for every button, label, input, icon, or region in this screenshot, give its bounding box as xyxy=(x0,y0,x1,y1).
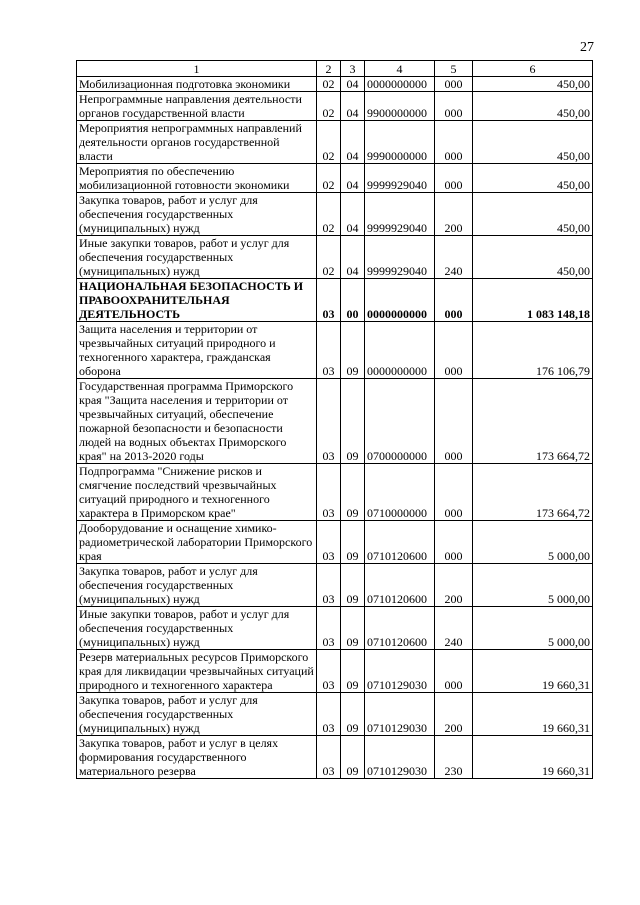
table-row xyxy=(77,650,593,693)
row-section-code: 02 xyxy=(317,92,341,121)
row-name: Защита населения и территории от чрезвычайных ситуаций природного и техногенного характера, гражданская оборона xyxy=(77,322,317,379)
row-target-article: 0710129030 xyxy=(365,693,435,736)
row-target-article: 9900000000 xyxy=(365,92,435,121)
row-name: Мероприятия по обеспечению мобилизационной готовности экономики xyxy=(77,164,317,193)
row-name: Дооборудование и оснащение химико-радиометрической лаборатории Приморского края xyxy=(77,521,317,564)
row-subsection-code: 09 xyxy=(341,736,365,779)
row-section-code: 03 xyxy=(317,464,341,521)
row-section-code: 03 xyxy=(317,521,341,564)
row-subsection-code: 04 xyxy=(341,92,365,121)
row-name: Закупка товаров, работ и услуг в целях формирования государственного материального резерва xyxy=(77,736,317,779)
column-header: 1 xyxy=(77,61,317,77)
row-target-article: 0710120600 xyxy=(365,564,435,607)
row-amount: 450,00 xyxy=(473,92,593,121)
row-name: Мобилизационная подготовка экономики xyxy=(77,77,317,92)
row-expense-type: 240 xyxy=(435,236,473,279)
row-section-code: 02 xyxy=(317,236,341,279)
row-name: Подпрограмма "Снижение рисков и смягчение последствий чрезвычайных ситуаций природного и техногенного характера в Приморском крае" xyxy=(77,464,317,521)
row-expense-type: 000 xyxy=(435,521,473,564)
table-row xyxy=(77,77,593,92)
row-amount: 450,00 xyxy=(473,236,593,279)
table-row xyxy=(77,322,593,379)
table-row xyxy=(77,279,593,322)
row-expense-type: 200 xyxy=(435,693,473,736)
row-subsection-code: 09 xyxy=(341,693,365,736)
row-subsection-code: 04 xyxy=(341,77,365,92)
row-subsection-code: 04 xyxy=(341,164,365,193)
row-section-code: 02 xyxy=(317,164,341,193)
row-name: Закупка товаров, работ и услуг для обеспечения государственных (муниципальных) нужд xyxy=(77,693,317,736)
row-subsection-code: 09 xyxy=(341,650,365,693)
row-expense-type: 000 xyxy=(435,92,473,121)
row-section-code: 03 xyxy=(317,607,341,650)
row-amount: 5 000,00 xyxy=(473,564,593,607)
row-amount: 19 660,31 xyxy=(473,693,593,736)
row-expense-type: 000 xyxy=(435,322,473,379)
table-row xyxy=(77,736,593,779)
table-row xyxy=(77,607,593,650)
row-amount: 19 660,31 xyxy=(473,736,593,779)
column-header: 6 xyxy=(473,61,593,77)
row-section-code: 03 xyxy=(317,279,341,322)
row-section-code: 02 xyxy=(317,77,341,92)
row-name: Мероприятия непрограммных направлений деятельности органов государственной власти xyxy=(77,121,317,164)
table-body xyxy=(77,61,593,779)
table-row xyxy=(77,236,593,279)
row-name: Иные закупки товаров, работ и услуг для обеспечения государственных (муниципальных) нужд xyxy=(77,607,317,650)
row-expense-type: 000 xyxy=(435,279,473,322)
row-amount: 1 083 148,18 xyxy=(473,279,593,322)
row-section-code: 03 xyxy=(317,379,341,464)
row-expense-type: 200 xyxy=(435,564,473,607)
table-row xyxy=(77,379,593,464)
row-target-article: 0710120600 xyxy=(365,521,435,564)
column-header: 3 xyxy=(341,61,365,77)
column-header: 5 xyxy=(435,61,473,77)
row-target-article: 9990000000 xyxy=(365,121,435,164)
row-expense-type: 000 xyxy=(435,464,473,521)
row-subsection-code: 00 xyxy=(341,279,365,322)
row-amount: 176 106,79 xyxy=(473,322,593,379)
row-amount: 173 664,72 xyxy=(473,379,593,464)
row-subsection-code: 09 xyxy=(341,521,365,564)
column-header: 4 xyxy=(365,61,435,77)
row-amount: 450,00 xyxy=(473,121,593,164)
row-subsection-code: 09 xyxy=(341,379,365,464)
row-amount: 5 000,00 xyxy=(473,607,593,650)
row-target-article: 9999929040 xyxy=(365,164,435,193)
row-target-article: 0000000000 xyxy=(365,77,435,92)
row-subsection-code: 09 xyxy=(341,464,365,521)
row-amount: 5 000,00 xyxy=(473,521,593,564)
row-target-article: 0700000000 xyxy=(365,379,435,464)
table-row xyxy=(77,92,593,121)
row-target-article: 0710129030 xyxy=(365,650,435,693)
row-subsection-code: 04 xyxy=(341,121,365,164)
row-name: Государственная программа Приморского края "Защита населения и территории от чрезвычайных ситуаций, обеспечение пожарной безопасности и безопасности людей на водных объектах Приморского края" на 2013-2020 годы xyxy=(77,379,317,464)
table-row xyxy=(77,164,593,193)
row-expense-type: 000 xyxy=(435,379,473,464)
row-name: Закупка товаров, работ и услуг для обеспечения государственных (муниципальных) нужд xyxy=(77,564,317,607)
column-header: 2 xyxy=(317,61,341,77)
row-expense-type: 000 xyxy=(435,164,473,193)
row-name: Иные закупки товаров, работ и услуг для обеспечения государственных (муниципальных) нужд xyxy=(77,236,317,279)
row-subsection-code: 04 xyxy=(341,193,365,236)
row-name: НАЦИОНАЛЬНАЯ БЕЗОПАСНОСТЬ И ПРАВООХРАНИТЕЛЬНАЯ ДЕЯТЕЛЬНОСТЬ xyxy=(77,279,317,322)
table-row xyxy=(77,193,593,236)
row-name: Непрограммные направления деятельности органов государственной власти xyxy=(77,92,317,121)
row-expense-type: 230 xyxy=(435,736,473,779)
row-section-code: 03 xyxy=(317,736,341,779)
table-row xyxy=(77,464,593,521)
row-target-article: 0710000000 xyxy=(365,464,435,521)
table-row xyxy=(77,564,593,607)
row-subsection-code: 09 xyxy=(341,564,365,607)
budget-table xyxy=(76,60,593,779)
row-subsection-code: 09 xyxy=(341,607,365,650)
row-expense-type: 000 xyxy=(435,77,473,92)
row-amount: 450,00 xyxy=(473,164,593,193)
table-row xyxy=(77,521,593,564)
row-expense-type: 000 xyxy=(435,650,473,693)
row-target-article: 0000000000 xyxy=(365,322,435,379)
row-expense-type: 200 xyxy=(435,193,473,236)
row-target-article: 9999929040 xyxy=(365,236,435,279)
row-expense-type: 240 xyxy=(435,607,473,650)
row-target-article: 9999929040 xyxy=(365,193,435,236)
row-target-article: 0710129030 xyxy=(365,736,435,779)
row-subsection-code: 04 xyxy=(341,236,365,279)
row-section-code: 02 xyxy=(317,193,341,236)
header-row xyxy=(77,61,593,77)
row-amount: 173 664,72 xyxy=(473,464,593,521)
row-target-article: 0000000000 xyxy=(365,279,435,322)
row-expense-type: 000 xyxy=(435,121,473,164)
row-section-code: 03 xyxy=(317,322,341,379)
row-subsection-code: 09 xyxy=(341,322,365,379)
table-row xyxy=(77,121,593,164)
page-number: 27 xyxy=(580,40,594,55)
row-section-code: 02 xyxy=(317,121,341,164)
row-name: Закупка товаров, работ и услуг для обеспечения государственных (муниципальных) нужд xyxy=(77,193,317,236)
row-amount: 450,00 xyxy=(473,193,593,236)
row-target-article: 0710120600 xyxy=(365,607,435,650)
row-section-code: 03 xyxy=(317,650,341,693)
row-section-code: 03 xyxy=(317,693,341,736)
row-section-code: 03 xyxy=(317,564,341,607)
row-name: Резерв материальных ресурсов Приморского края для ликвидации чрезвычайных ситуаций природного и техногенного характера xyxy=(77,650,317,693)
row-amount: 450,00 xyxy=(473,77,593,92)
table-row xyxy=(77,693,593,736)
row-amount: 19 660,31 xyxy=(473,650,593,693)
